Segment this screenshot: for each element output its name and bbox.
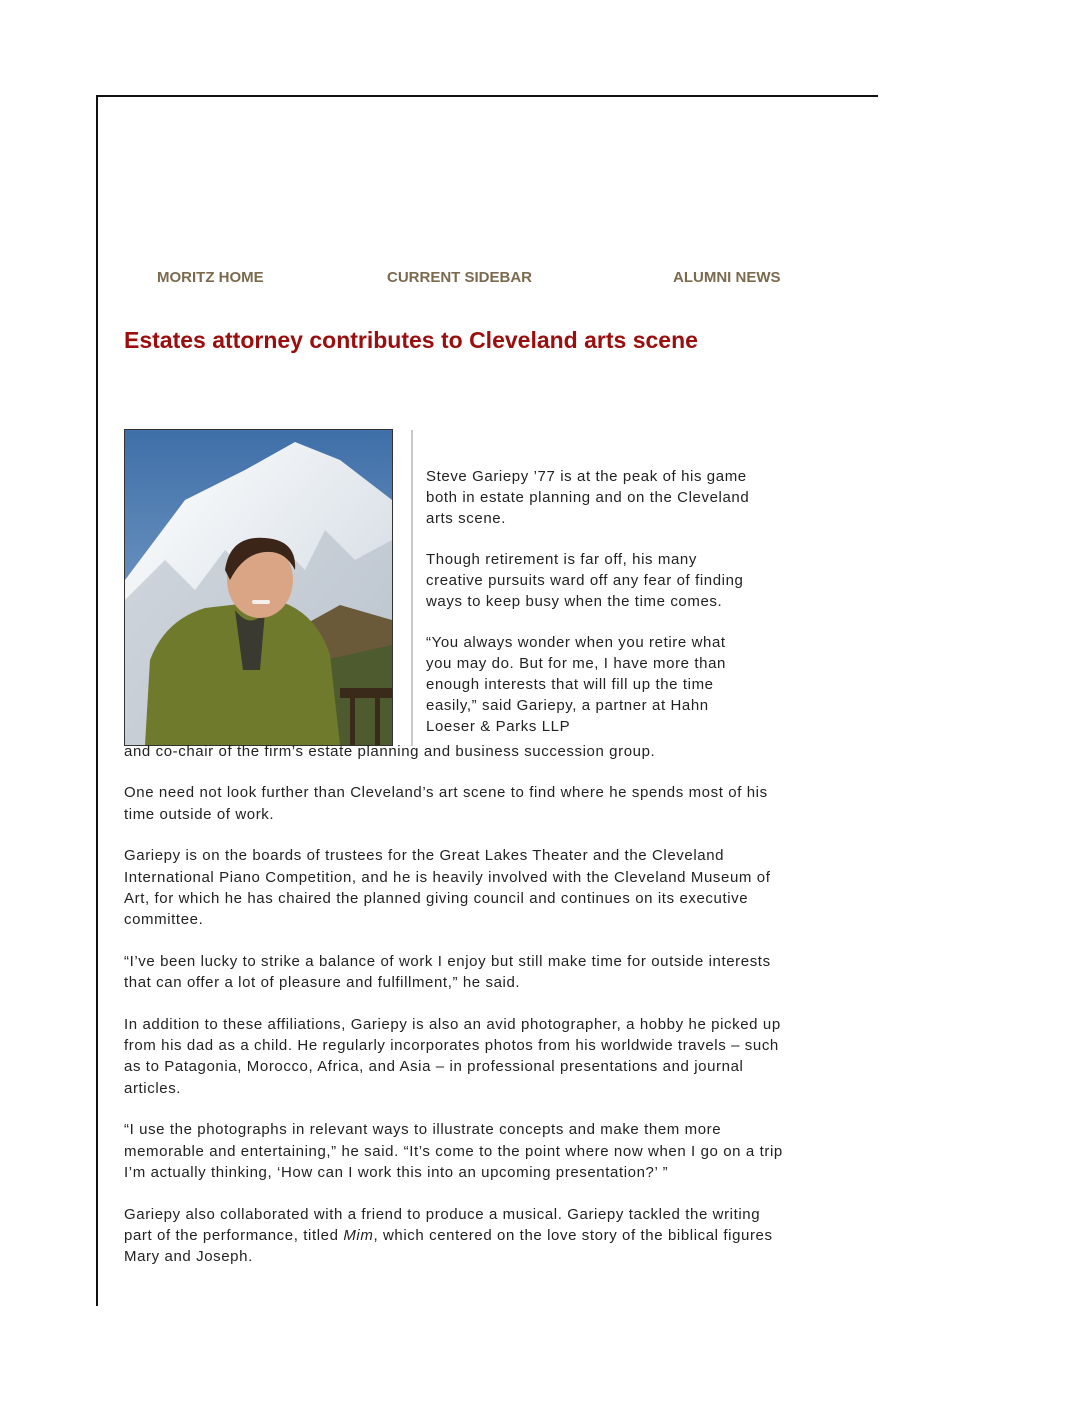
article-paragraph: “You always wonder when you retire what you may do. But for me, I have more than enough interests that will fill up the time easily,” said Gariepy, a partner at Hahn Loeser & Parks LLP — [426, 634, 726, 735]
text-span: , which centered on the love story of the biblical figures Mary and Joseph. — [124, 1226, 773, 1266]
nav-link-moritz-home[interactable]: MORITZ HOME — [157, 269, 264, 286]
article-paragraph: “I use the photographs in relevant ways to illustrate concepts and make them more memorable and entertaining,” he said. “It’s come to the point where now when I go on a trip I’m actually thinking, ‘How can I work this into an upcoming presentation?’ ” — [124, 1121, 783, 1182]
article-intro-column — [426, 466, 756, 737]
article-paragraph: “I’ve been lucky to strike a balance of work I enjoy but still make time for outside interests that can offer a lot of pleasure and fulfillment,” he said. — [124, 952, 771, 992]
article-body — [124, 741, 784, 1288]
article-paragraph: Though retirement is far off, his many creative pursuits ward off any fear of finding ways to keep busy when the time comes. — [426, 551, 744, 610]
top-navigation — [0, 269, 1088, 289]
portrait-photo-icon — [124, 429, 393, 746]
article-paragraph: One need not look further than Cleveland’s art scene to find where he spends most of his time outside of work. — [124, 784, 768, 823]
page-frame-top-border — [96, 95, 878, 97]
nav-link-current-sidebar[interactable]: CURRENT SIDEBAR — [387, 269, 533, 286]
article-paragraph: Steve Gariepy ’77 is at the peak of his game both in estate planning and on the Cleveland arts scene. — [426, 468, 750, 527]
article-paragraph — [124, 1204, 784, 1268]
article-paragraph: Gariepy is on the boards of trustees for the Great Lakes Theater and the Cleveland International Piano Competition, and he is heavily involved with the Cleveland Museum of Art, for which he has chaired the planned giving council and continues on its executive committee. — [124, 847, 771, 929]
vertical-divider — [411, 430, 413, 746]
musical-title: Mim — [343, 1226, 374, 1244]
text-span: Gariepy also collaborated with a friend to produce a musical. Gariepy tackled the writing part of the performance, titled — [124, 1205, 761, 1244]
article-paragraph: and co-chair of the firm’s estate planning and business succession group. — [124, 743, 656, 760]
nav-link-alumni-news[interactable]: ALUMNI NEWS — [673, 269, 781, 286]
article-headline: Estates attorney contributes to Cleveland arts scene — [124, 327, 698, 353]
article-paragraph: In addition to these affiliations, Gariepy is also an avid photographer, a hobby he picked up from his dad as a child. He regularly incorporates photos from his worldwide travels – such as to Patagonia, Morocco, Africa, and Asia – in professional presentations and journal articles. — [124, 1015, 781, 1097]
